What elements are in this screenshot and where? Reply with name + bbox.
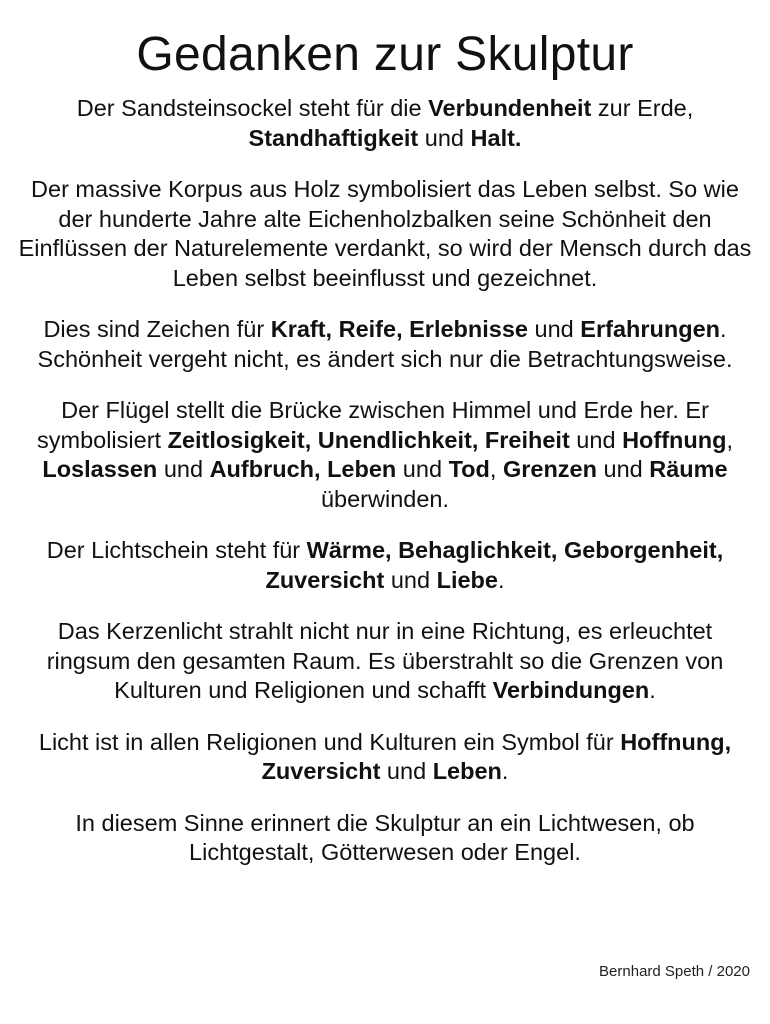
text-run: . [649,677,656,703]
emphasized-text: Leben [432,758,502,784]
emphasized-text: Erfahrungen [580,316,721,342]
emphasized-text: Hoffnung, Zuversicht [261,728,732,784]
paragraph-6 [18,617,752,706]
page-title: Gedanken zur Skulptur [136,28,634,81]
emphasized-text: Verbindungen [492,677,650,703]
body-text [18,94,752,868]
text-run: Der Lichtschein steht für [46,537,307,563]
text-run: und [528,316,581,342]
text-run: Der Sandsteinsockel steht für die [76,95,429,121]
text-run: und [396,456,449,482]
text-run: Der Flügel stellt die Brücke zwischen Himmel und Erde her. Er symbolisiert [37,397,709,453]
text-run: . Schönheit vergeht nicht, es ändert sich nur die Betrachtungsweise. [37,316,733,372]
text-run: zur Erde, [591,95,694,121]
paragraph-8 [18,809,752,868]
emphasized-text: Standhaftigkeit [248,124,419,151]
paragraph-3 [18,315,752,374]
emphasized-text: Loslassen [42,456,158,482]
text-run: überwinden. [320,485,450,512]
emphasized-text: Halt. [470,124,522,151]
emphasized-text: Wärme, Behaglichkeit, Geborgenheit, Zuversicht [265,537,724,593]
text-run: und [157,456,210,482]
text-run: In diesem Sinne erinnert die Skulptur an ein Lichtwesen, ob Lichtgestalt, Götterwesen oder Engel. [75,809,695,865]
emphasized-text: Verbundenheit [428,95,592,121]
text-run: Licht ist in allen Religionen und Kulturen ein Symbol für [38,728,621,755]
text-run: und [380,758,433,784]
text-run: und [384,566,437,593]
text-run: und [418,124,471,151]
text-run: . [497,566,505,593]
emphasized-text: Kraft, Reife, Erlebnisse [270,316,529,342]
emphasized-text: Räume [649,456,728,482]
text-run: Dies sind Zeichen für [43,316,271,342]
text-run: Das Kerzenlicht strahlt nicht nur in eine Richtung, es erleuchtet ringsum den gesamten Raum. Es überstrahlt so die Grenzen von Kulturen und Religionen und schafft [46,618,724,703]
emphasized-text: Grenzen [502,456,597,482]
paragraph-2 [18,175,752,293]
paragraph-7 [18,728,752,787]
text-run: und [596,456,650,482]
text-run: Der massive Korpus aus Holz symbolisiert das Leben selbst. So wie der hunderte Jahre alte Eichenholzbalken seine Schönheit den Einflüssen der Naturelemente verdankt, so wird der Mensch durch das Leben selbst beeinflusst und gezeichnet. [18,176,752,291]
paragraph-5 [18,536,752,595]
emphasized-text: Aufbruch, Leben [209,456,397,482]
text-run: und [569,426,623,453]
text-run: . [501,758,509,784]
text-run: , [726,426,733,453]
signature: Bernhard Speth / 2020 [599,963,750,980]
text-run: , [489,456,503,482]
emphasized-text: Hoffnung [622,426,727,453]
emphasized-text: Tod [448,456,490,482]
paragraph-1 [18,94,752,153]
emphasized-text: Zeitlosigkeit, Unendlichkeit, Freiheit [167,426,570,453]
paragraph-4 [18,396,752,514]
emphasized-text: Liebe [436,566,498,593]
